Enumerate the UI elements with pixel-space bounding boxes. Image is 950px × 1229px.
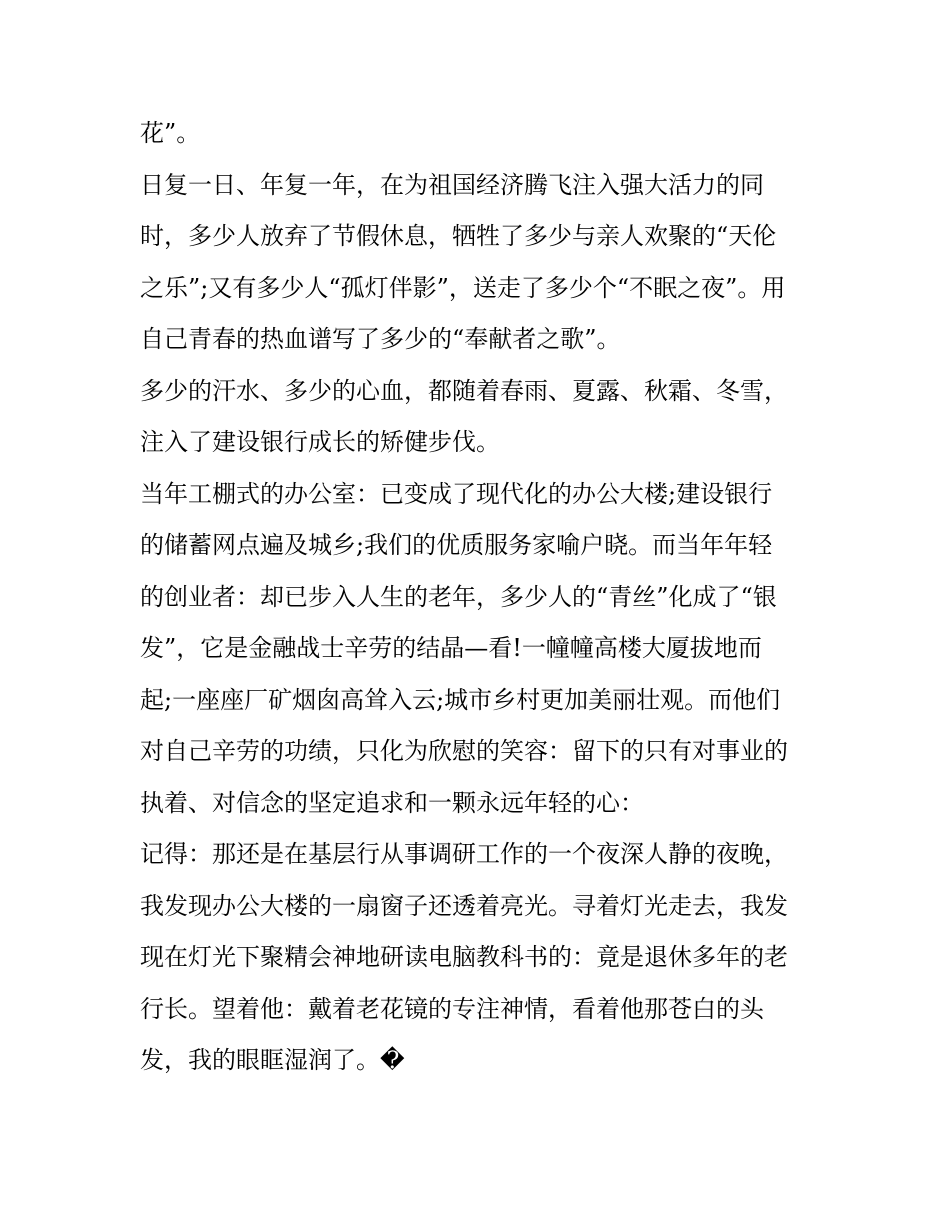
text-line: 自己青春的热血谱写了多少的“奉献者之歌”。	[140, 325, 621, 353]
text-line: 花”。	[140, 119, 201, 147]
text-line: 日复一日、年复一年，在为祖国经济腾飞注入强大活力的同	[140, 170, 764, 199]
text-line: 行长。望着他：戴着老花镜的专注神情，看着他那苍白的头	[140, 994, 764, 1023]
text-line: 时，多少人放弃了节假休息，牺牲了多少与亲人欢聚的“天伦	[140, 222, 777, 250]
text-line: 执着、对信念的坚定追求和一颗永远年轻的心：	[140, 788, 644, 817]
text-line: 我发现办公大楼的一扇窗子还透着亮光。寻着灯光走去，我发	[140, 891, 788, 920]
text-line: 的储蓄网点遍及城乡;我们的优质服务家喻户晓。而当年年轻	[140, 531, 773, 559]
text-line: 的创业者：却已步入人生的老年，多少人的“青丝”化成了“银	[140, 582, 777, 611]
text-line: 记得：那还是在基层行从事调研工作的一个夜深人静的夜晚，	[140, 840, 788, 868]
text-line: 之乐”;又有多少人“孤灯伴影”，送走了多少个“不眠之夜”。用	[140, 273, 786, 302]
text-line: 起;一座座厂矿烟囱高耸入云;城市乡村更加美丽壮观。而他们	[140, 685, 781, 714]
text-line: 发”，它是金融战士辛劳的结晶—看!一幢幢高楼大厦拔地而	[140, 634, 762, 662]
text-line: 对自己辛劳的功绩，只化为欣慰的笑容：留下的只有对事业的	[140, 737, 788, 765]
text-line: 注入了建设银行成长的矫健步伐。	[140, 428, 500, 456]
document-body	[140, 108, 820, 1087]
text-line: 当年工棚式的办公室：已变成了现代化的办公大楼;建设银行	[140, 479, 773, 508]
text-line: 多少的汗水、多少的心血，都随着春雨、夏露、秋霜、冬雪，	[140, 376, 788, 405]
text-line: 现在灯光下聚精会神地研读电脑教科书的：竟是退休多年的老	[140, 943, 788, 971]
text-line: 发，我的眼眶湿润了。�	[140, 1046, 405, 1074]
